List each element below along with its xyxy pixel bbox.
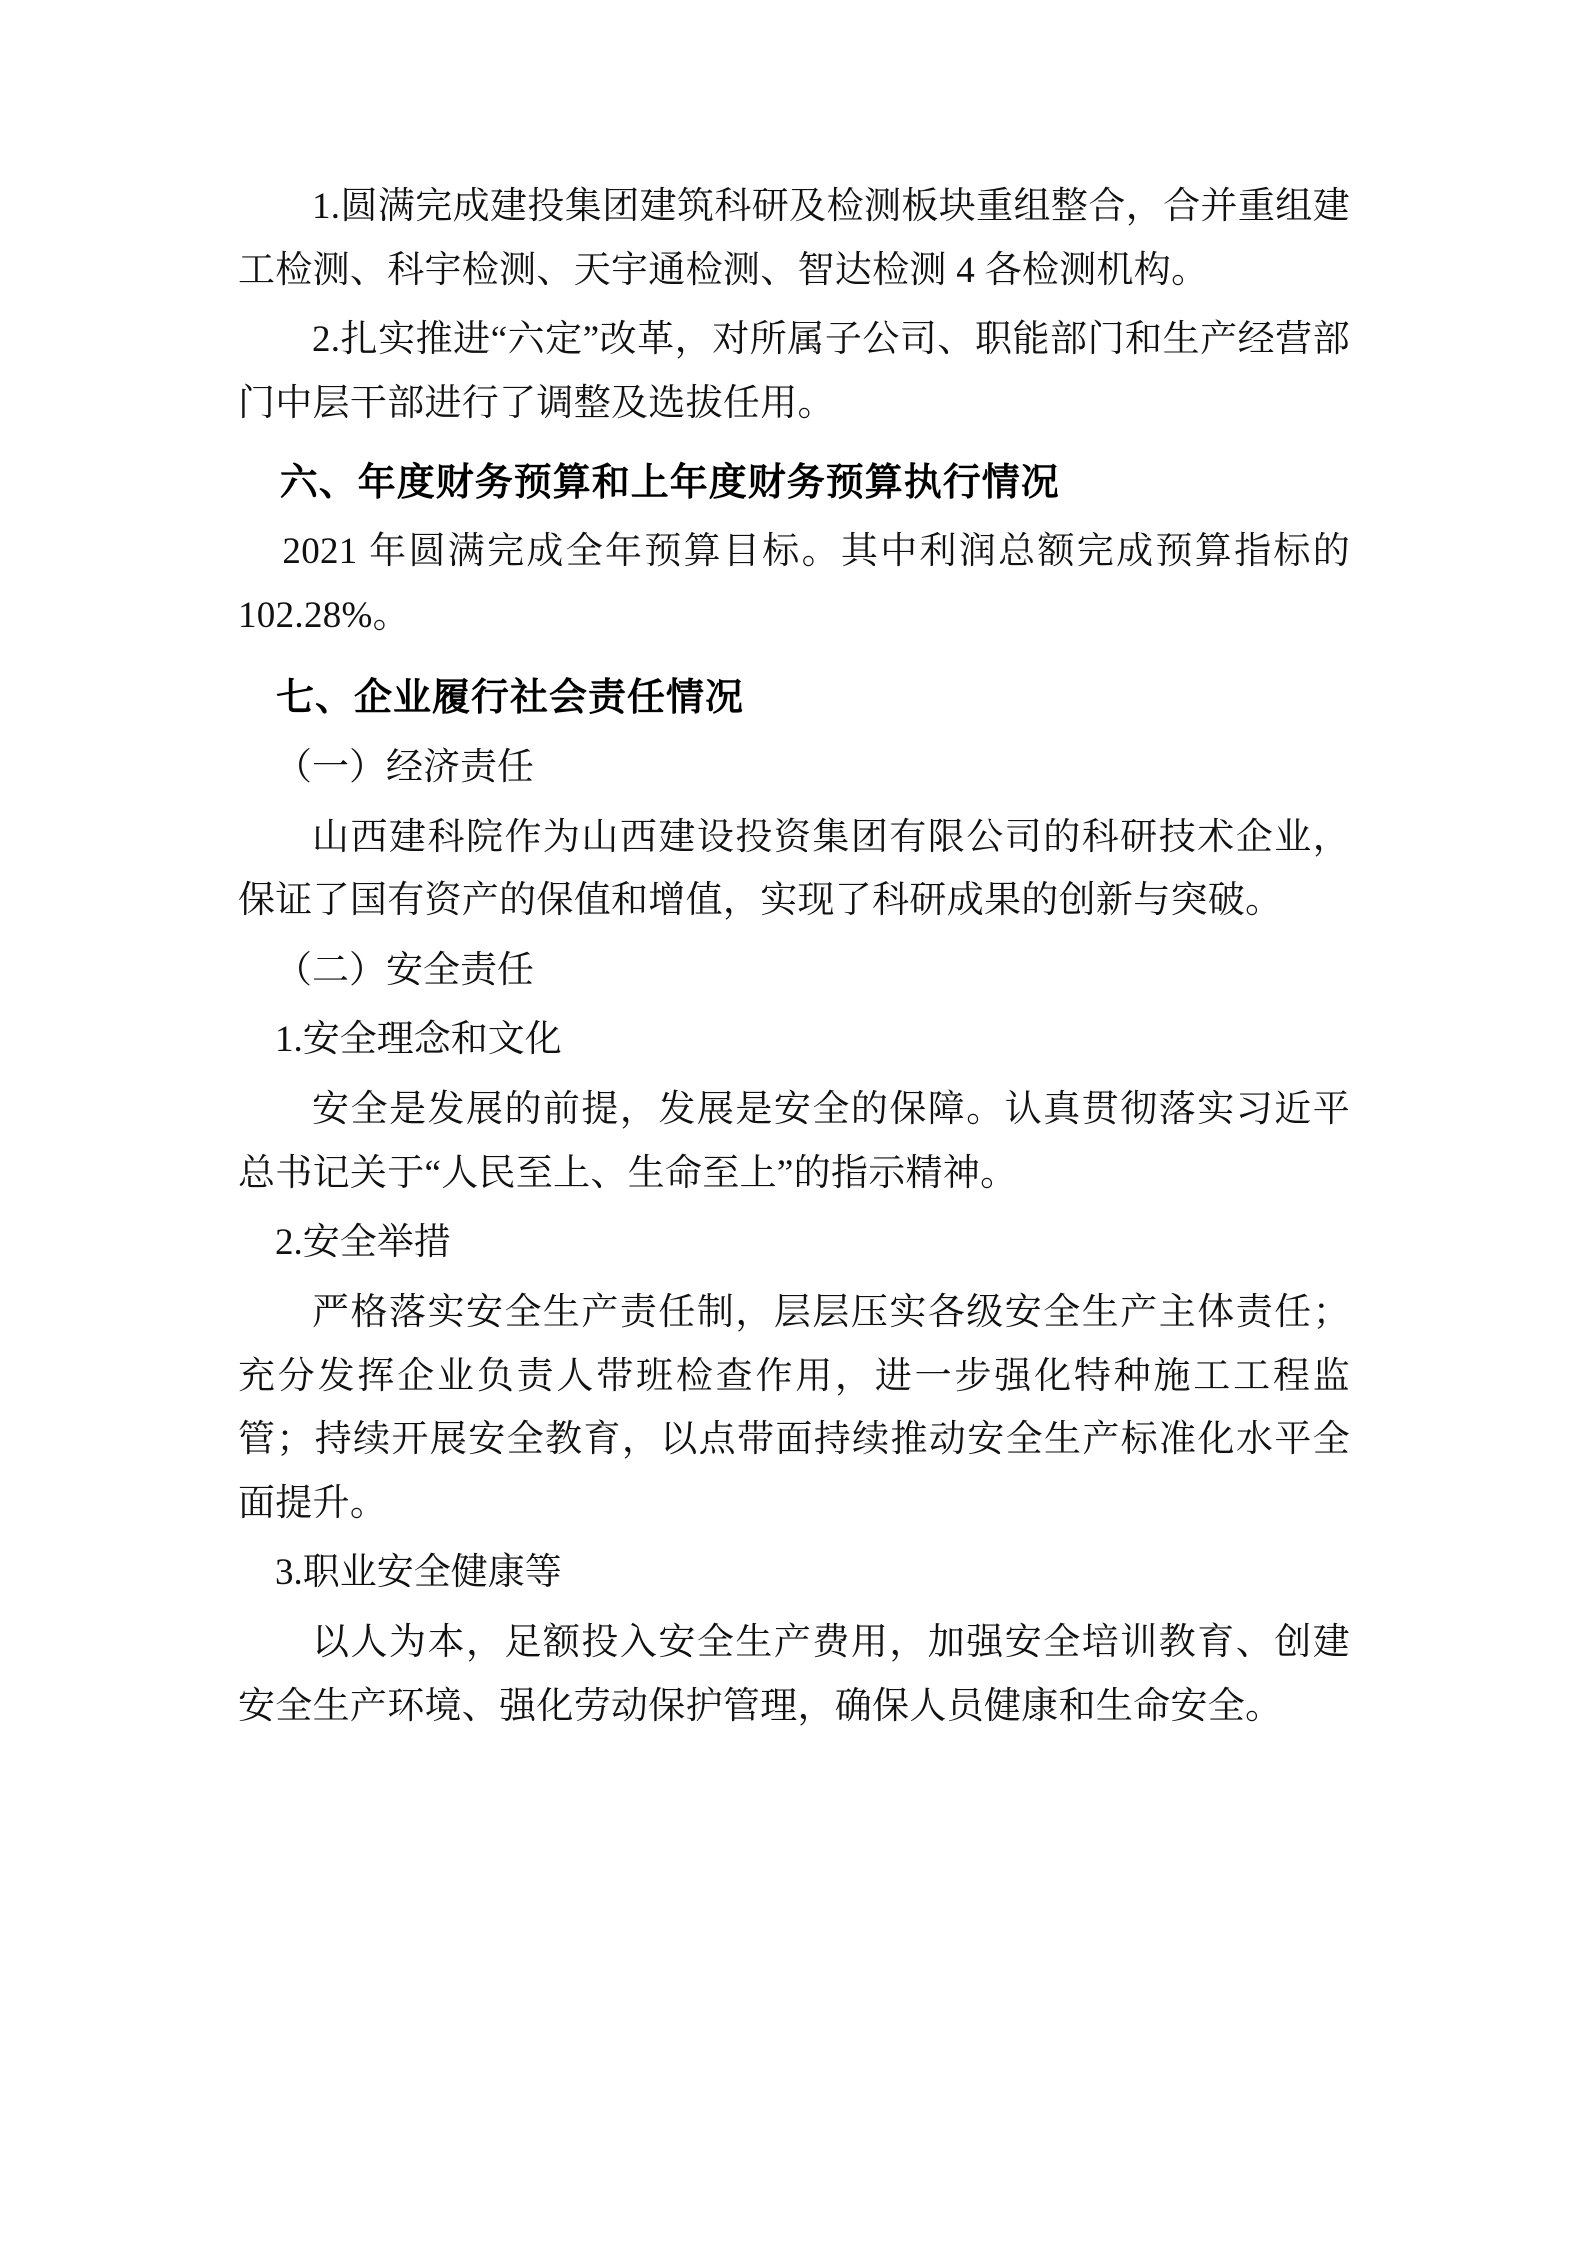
subheading-economic-responsibility: （一）经济责任	[275, 746, 534, 788]
subheading-safety-culture: 1.安全理念和文化	[275, 1019, 562, 1061]
paragraph-safety-culture: 安全是发展的前提，发展是安全的保障。认真贯彻落实习近平总书记关于“人民至上、生命至上”的指示精神。	[238, 1089, 1350, 1194]
section-heading-seven: 七、企业履行社会责任情况	[276, 675, 745, 720]
paragraph-budget-execution: 2021 年圆满完成全年预算目标。其中利润总额完成预算指标的 102.28%。	[238, 531, 1350, 636]
section-heading-six: 六、年度财务预算和上年度财务预算执行情况	[279, 459, 1060, 504]
subheading-safety-measures: 2.安全举措	[275, 1222, 451, 1264]
paragraph-safety-measures: 严格落实安全生产责任制，层层压实各级安全生产主体责任；充分发挥企业负责人带班检查作用，进一步强化特种施工工程监管；持续开展安全教育，以点带面持续推动安全生产标准化水平全面提升。	[238, 1291, 1350, 1524]
paragraph-occupational-health: 以人为本，足额投入安全生产费用，加强安全培训教育、创建安全生产环境、强化劳动保护管理，确保人员健康和生命安全。	[238, 1622, 1350, 1727]
paragraph-economic-responsibility: 山西建科院作为山西建设投资集团有限公司的科研技术企业，保证了国有资产的保值和增值，实现了科研成果的创新与突破。	[238, 816, 1350, 922]
subheading-safety-responsibility: （二）安全责任	[275, 949, 534, 991]
paragraph-item-2: 2.扎实推进“六定”改革，对所属子公司、职能部门和生产经营部门中层干部进行了调整及选拔任用。	[238, 319, 1350, 424]
paragraph-item-1: 1.圆满完成建投集团建筑科研及检测板块重组整合，合并重组建工检测、科宇检测、天宇通检测、智达检测 4 各检测机构。	[238, 186, 1350, 291]
subheading-occupational-health: 3.职业安全健康等	[275, 1552, 562, 1594]
document-body	[238, 175, 1350, 1744]
